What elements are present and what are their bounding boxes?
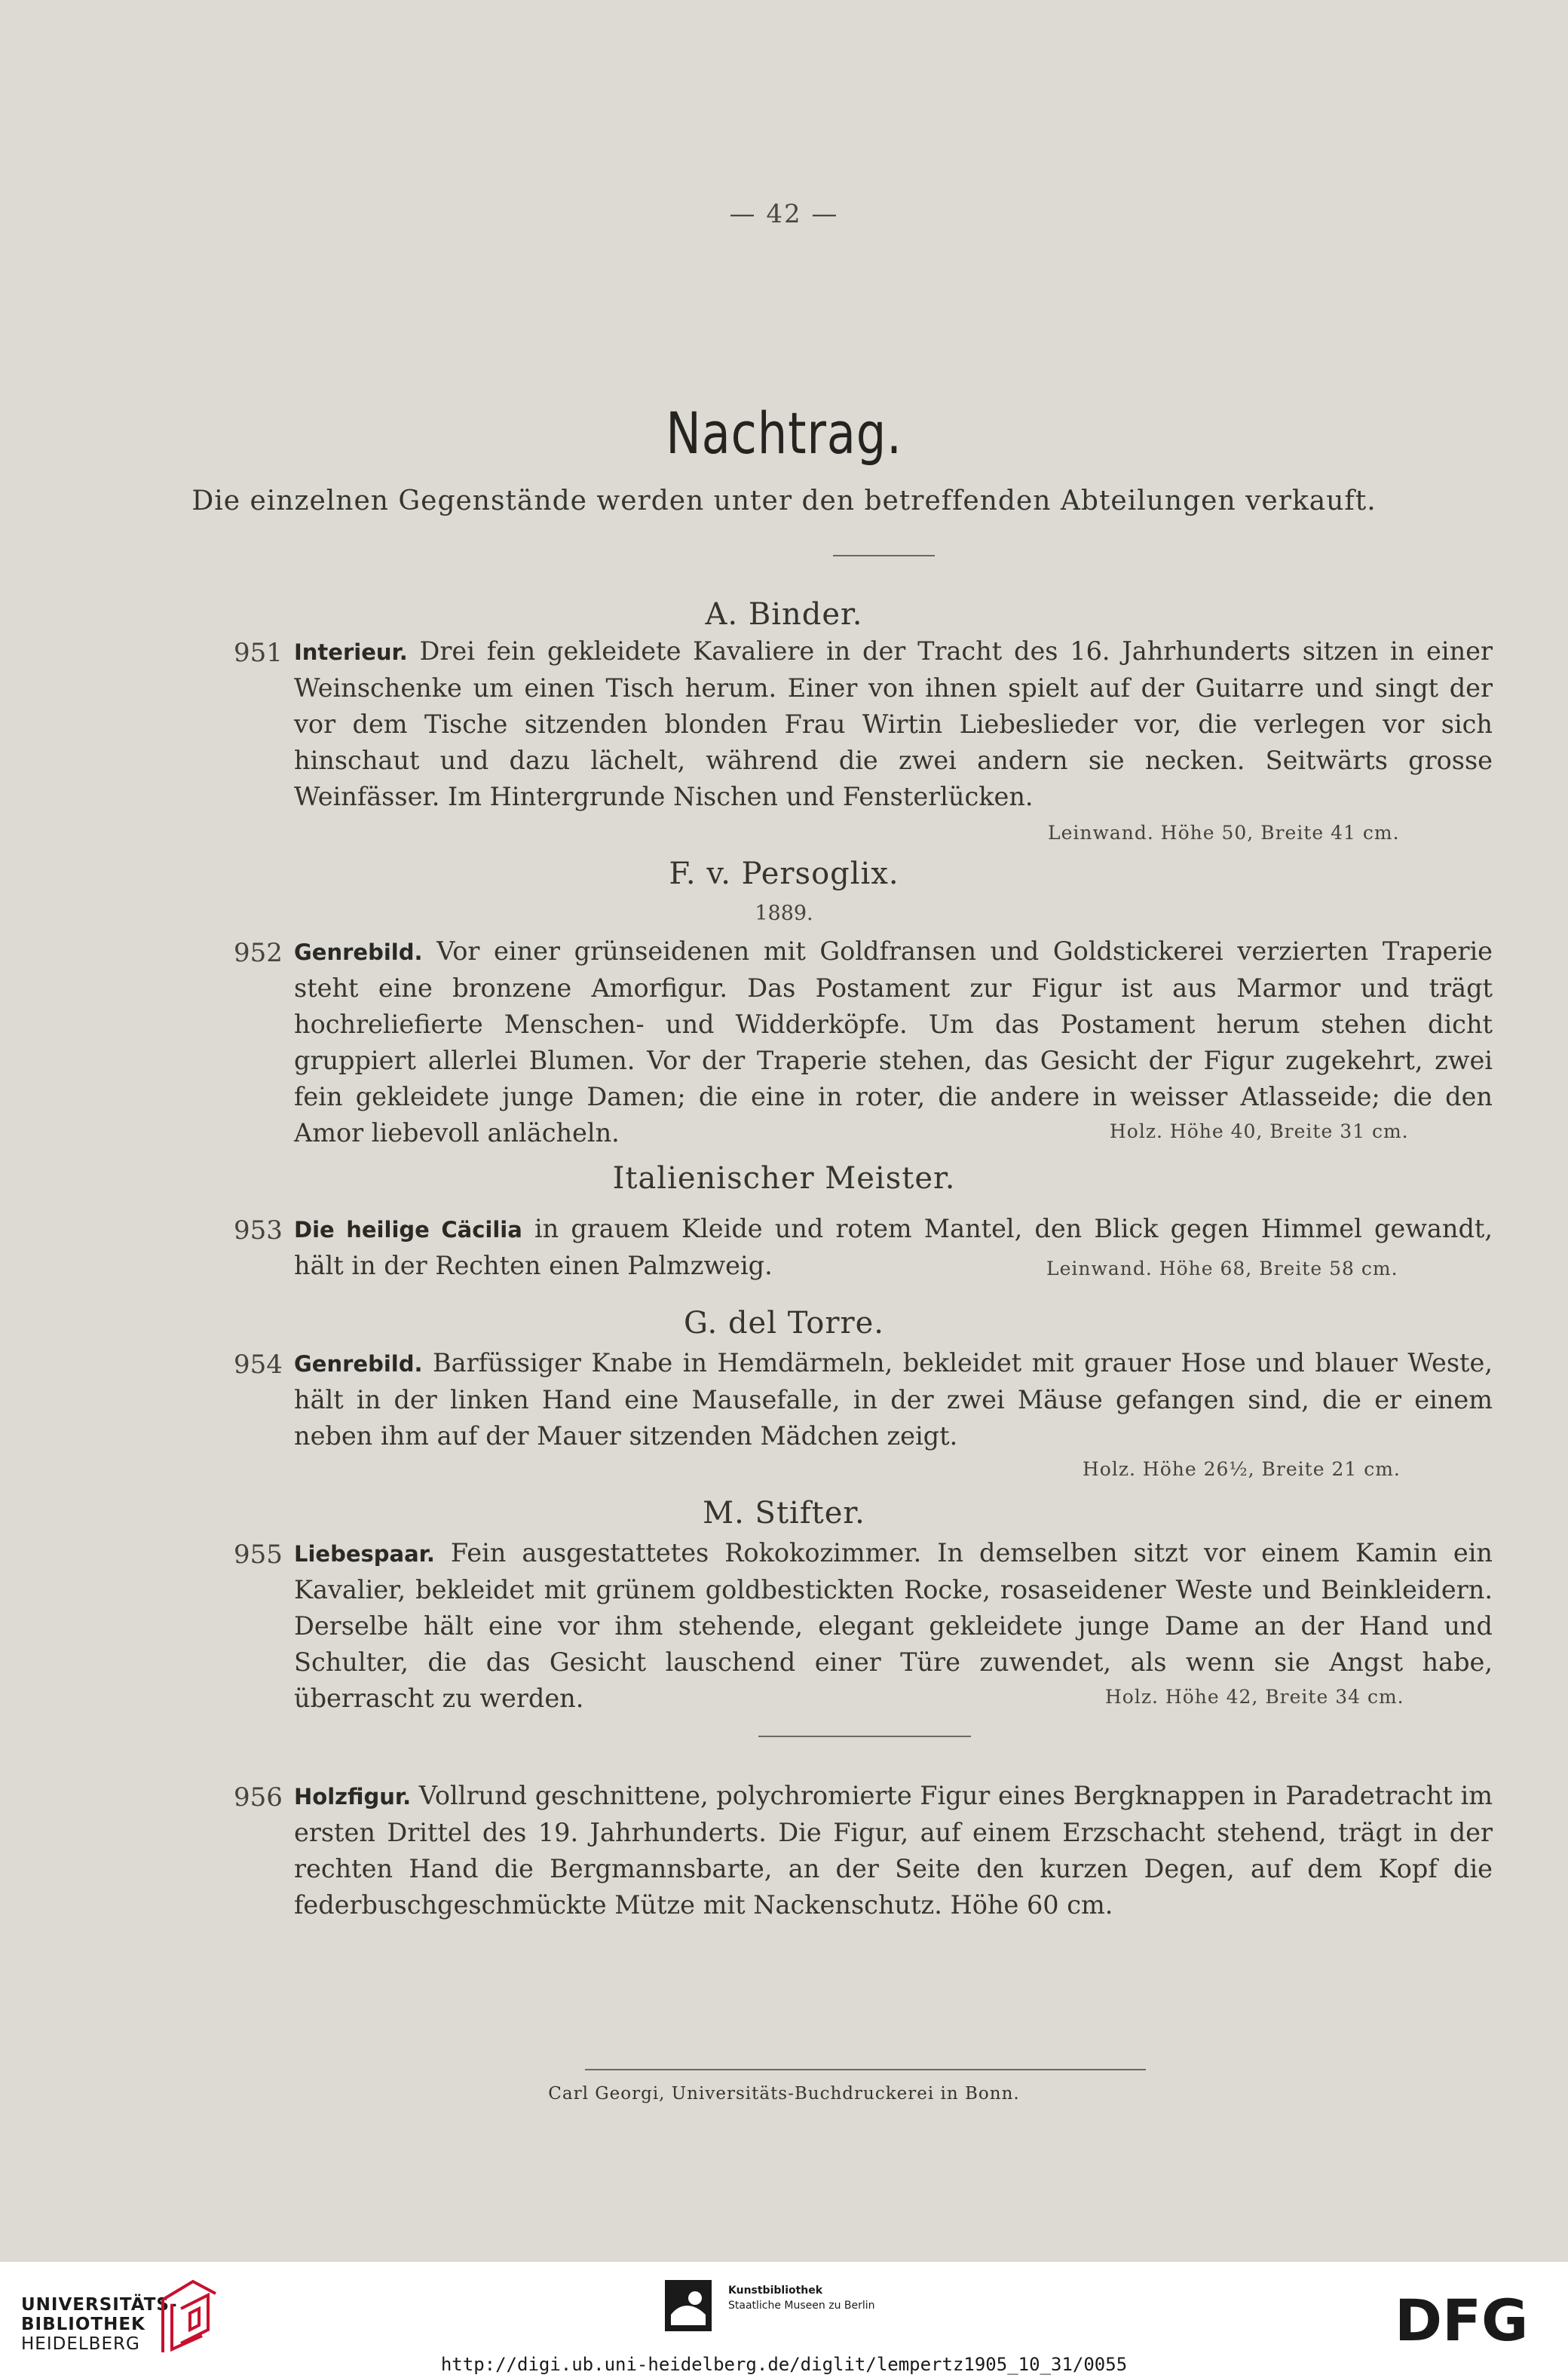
dfg-logo-text: DFG (1395, 2292, 1529, 2348)
artist-heading: G. del Torre. (683, 1306, 885, 1341)
kb-line-2: Staatliche Museen zu Berlin (728, 2300, 875, 2312)
entry-number: 951 (234, 638, 283, 668)
entry-description (294, 1345, 1493, 1454)
entry-dimensions: Leinwand. Höhe 68, Breite 58 cm. (1046, 1258, 1398, 1279)
kb-line-1: Kunstbibliothek (728, 2285, 823, 2297)
entry-description (294, 933, 1493, 1151)
entry-description (294, 633, 1493, 815)
entry-text: Drei fein gekleidete Kavaliere in der Tracht des 16. Jahrhunderts sitzen in einer Weinschenke um einen Tisch herum. Einer von ihnen spielt auf der Guitarre und singt der vor dem Tische sitzenden blonden Frau Wirtin Liebeslieder vor, die verlegen vor sich hinschaut und dazu lächelt, während die zwei andern sie necken. Seitwärts grosse Weinfässer. Im Hintergrunde Nischen und Fensterlücken. (294, 636, 1493, 811)
entry-number: 952 (234, 938, 283, 968)
entry-dimensions: Holz. Höhe 40, Breite 31 cm. (1110, 1120, 1409, 1142)
entry-text: Barfüssiger Knabe in Hemdärmeln, bekleidet mit grauer Hose und blauer Weste, hält in der linken Hand eine Mausefalle, in der zwei Mäuse gefangen sind, die er einem neben ihm auf der Mauer sitzenden Mädchen zeigt. (294, 1348, 1493, 1451)
source-url[interactable]: http://digi.ub.uni-heidelberg.de/diglit/lempertz1905_10_31/0055 (440, 2354, 1128, 2375)
artist-year: 1889. (755, 902, 813, 925)
printer-rule (585, 2069, 1146, 2070)
entry-dimensions: Holz. Höhe 42, Breite 34 cm. (1105, 1686, 1404, 1708)
entry-description (294, 1778, 1493, 1923)
entry-number: 956 (234, 1782, 283, 1813)
page-number: — 42 — (729, 199, 839, 229)
artist-heading: A. Binder. (705, 597, 863, 632)
entry-label: Genrebild. (294, 939, 423, 965)
entry-dimensions: Leinwand. Höhe 50, Breite 41 cm. (1048, 822, 1400, 844)
page-title: Nachtrag. (666, 400, 902, 467)
entry-number: 953 (234, 1215, 283, 1246)
entry-text: Fein ausgestattetes Rokokozimmer. In demselben sitzt vor einem Kamin ein Kavalier, bekleidet mit grünem goldbestickten Rocke, rosaseidener Weste und Beinkleidern. Derselbe hält eine vor ihm stehende, elegant gekleidete junge Dame an der Hand und Schulter, die das Gesicht lauschend einer Türe zuwendet, als wenn sie Angst habe, überrascht zu werden. (294, 1538, 1493, 1713)
ub-line-1: UNIVERSITÄTS- (21, 2295, 178, 2315)
ub-heidelberg-logo[interactable] (21, 2295, 178, 2354)
page-subtitle: Die einzelnen Gegenstände werden unter den betreffenden Abteilungen verkauft. (191, 486, 1377, 516)
entry-label: Liebespaar. (294, 1541, 435, 1567)
ub-line-2: BIBLIOTHEK (21, 2315, 145, 2334)
entry-number: 955 (234, 1540, 283, 1570)
dfg-logo[interactable] (1395, 2292, 1545, 2348)
artist-heading: M. Stifter. (703, 1496, 865, 1531)
entry-text: Vor einer grünseidenen mit Goldfransen und Goldstickerei verzierten Traperie steht eine bronzene Amorfigur. Das Postament zur Figur ist aus Marmor und trägt hochreliefierte Menschen- und Widderköpfe. Um das Postament herum stehen dicht gruppiert allerlei Blumen. Vor der Traperie stehen, das Gesicht der Figur zugekehrt, zwei fein gekleidete junge Damen; die eine in roter, die andere in weisser Atlasseide; die den Amor liebevoll anlächeln. (294, 936, 1493, 1148)
artist-heading: F. v. Persoglix. (669, 857, 899, 891)
kunstbibliothek-logo-text[interactable] (728, 2283, 875, 2313)
title-divider (833, 555, 935, 556)
artist-heading: Italienischer Meister. (612, 1161, 956, 1196)
ub-mark-icon (155, 2277, 219, 2355)
entry-dimensions: Holz. Höhe 26½, Breite 21 cm. (1083, 1458, 1401, 1480)
entry-label: Genrebild. (294, 1351, 423, 1377)
entry-label: Interieur. (294, 639, 408, 665)
entry-number: 954 (234, 1350, 283, 1380)
entry-text: Vollrund geschnittene, polychromierte Figur eines Bergknappen in Paradetracht im ersten Drittel des 19. Jahrhunderts. Die Figur, auf einem Erzschacht stehend, trägt in der rechten Hand die Bergmannsbarte, an der Seite den kurzen Degen, auf dem Kopf die federbuschgeschmückte Mütze mit Nackenschutz. Höhe 60 cm. (294, 1781, 1493, 1920)
entry-label: Holzfigur. (294, 1784, 412, 1810)
ub-line-3: HEIDELBERG (21, 2334, 140, 2354)
entry-label: Die heilige Cäcilia (294, 1217, 522, 1243)
section-divider (758, 1736, 971, 1737)
printer-imprint: Carl Georgi, Universitäts-Buchdruckerei in Bonn. (548, 2084, 1020, 2104)
entry-text: in grauem Kleide und rotem Mantel, den Blick gegen Himmel gewandt, hält in der Rechten einen Palmzweig. (294, 1214, 1493, 1280)
kunstbibliothek-logo-icon (665, 2280, 712, 2331)
